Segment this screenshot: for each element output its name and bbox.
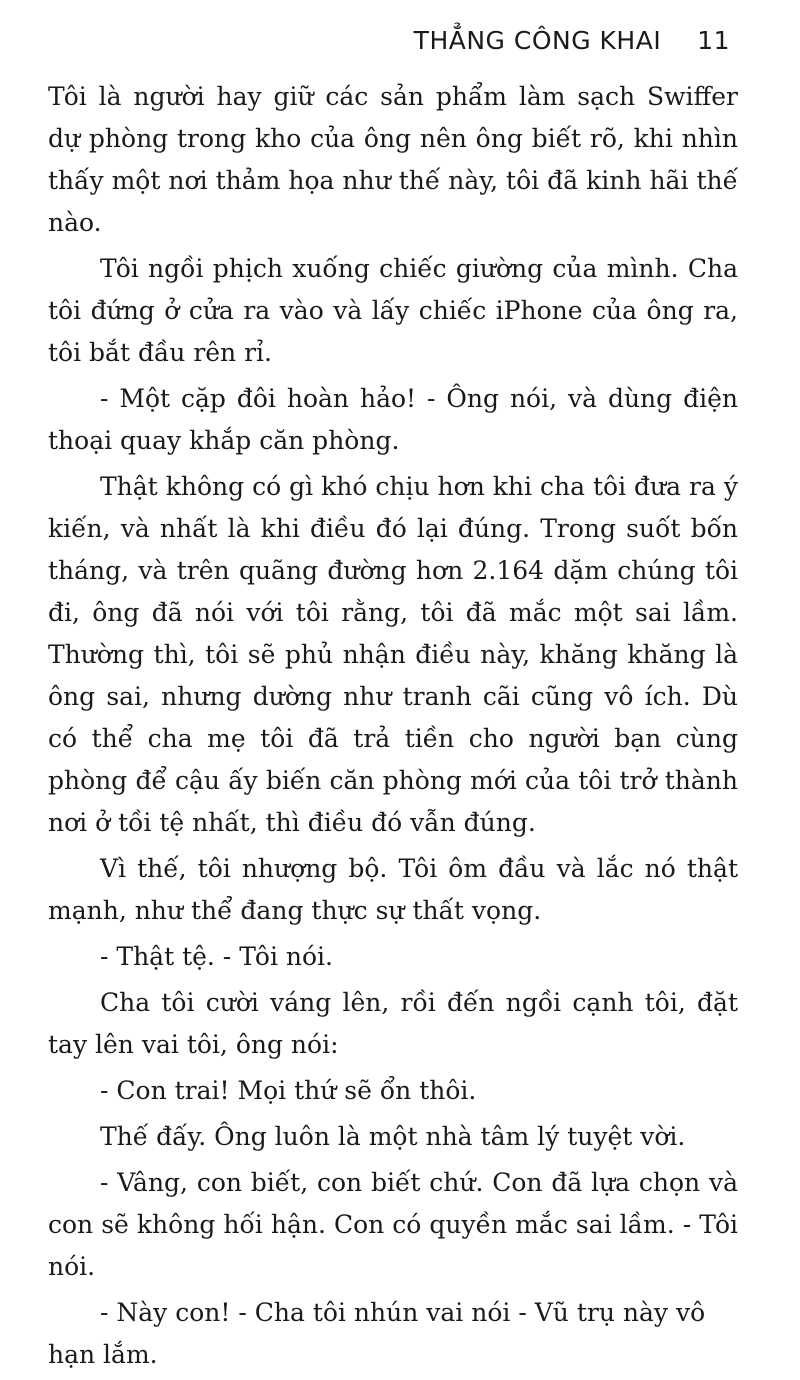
- paragraph-7: Cha tôi cười váng lên, rồi đến ngồi cạnh tôi, đặt tay lên vai tôi, ông nói:: [48, 988, 738, 1059]
- paragraph-5: Vì thế, tôi nhượng bộ. Tôi ôm đầu và lắc nó thật mạnh, như thể đang thực sự thất vọng.: [48, 854, 738, 925]
- chapter-title: THẲNG CÔNG KHAI: [413, 26, 662, 55]
- paragraph-2: Tôi ngồi phịch xuống chiếc giường của mình. Cha tôi đứng ở cửa ra vào và lấy chiếc iPhone của ông ra, tôi bắt đầu rên rỉ.: [48, 254, 738, 367]
- paragraph-11: - Này con! - Cha tôi nhún vai nói - Vũ trụ này vô hạn lắm.: [48, 1298, 706, 1369]
- paragraph-1: Tôi là người hay giữ các sản phẩm làm sạch Swiffer dự phòng trong kho của ông nên ông biết rõ, khi nhìn thấy một nơi thảm họa như thế này, tôi đã kinh hãi thế nào.: [48, 82, 738, 237]
- paragraph-9: Thế đấy. Ông luôn là một nhà tâm lý tuyệt vời.: [100, 1122, 686, 1151]
- page-number: 11: [697, 26, 730, 55]
- paragraph-3: - Một cặp đôi hoàn hảo! - Ông nói, và dùng điện thoại quay khắp căn phòng.: [48, 384, 738, 455]
- paragraph-8: - Con trai! Mọi thứ sẽ ổn thôi.: [100, 1076, 477, 1105]
- running-header: [414, 26, 730, 55]
- paragraph-6: - Thật tệ. - Tôi nói.: [100, 942, 333, 971]
- body-text: [48, 76, 738, 1380]
- paragraph-4: Thật không có gì khó chịu hơn khi cha tôi đưa ra ý kiến, và nhất là khi điều đó lại đúng. Trong suốt bốn tháng, và trên quãng đường hơn 2.164 dặm chúng tôi đi, ông đã nói với tôi rằng, tôi đã mắc một sai lầm. Thường thì, tôi sẽ phủ nhận điều này, khăng khăng là ông sai, nhưng dường như tranh cãi cũng vô ích. Dù có thể cha mẹ tôi đã trả tiền cho người bạn cùng phòng để cậu ấy biến căn phòng mới của tôi trở thành nơi ở tồi tệ nhất, thì điều đó vẫn đúng.: [48, 472, 738, 837]
- paragraph-10: - Vâng, con biết, con biết chứ. Con đã lựa chọn và con sẽ không hối hận. Con có quyền mắc sai lầm. - Tôi nói.: [48, 1168, 738, 1281]
